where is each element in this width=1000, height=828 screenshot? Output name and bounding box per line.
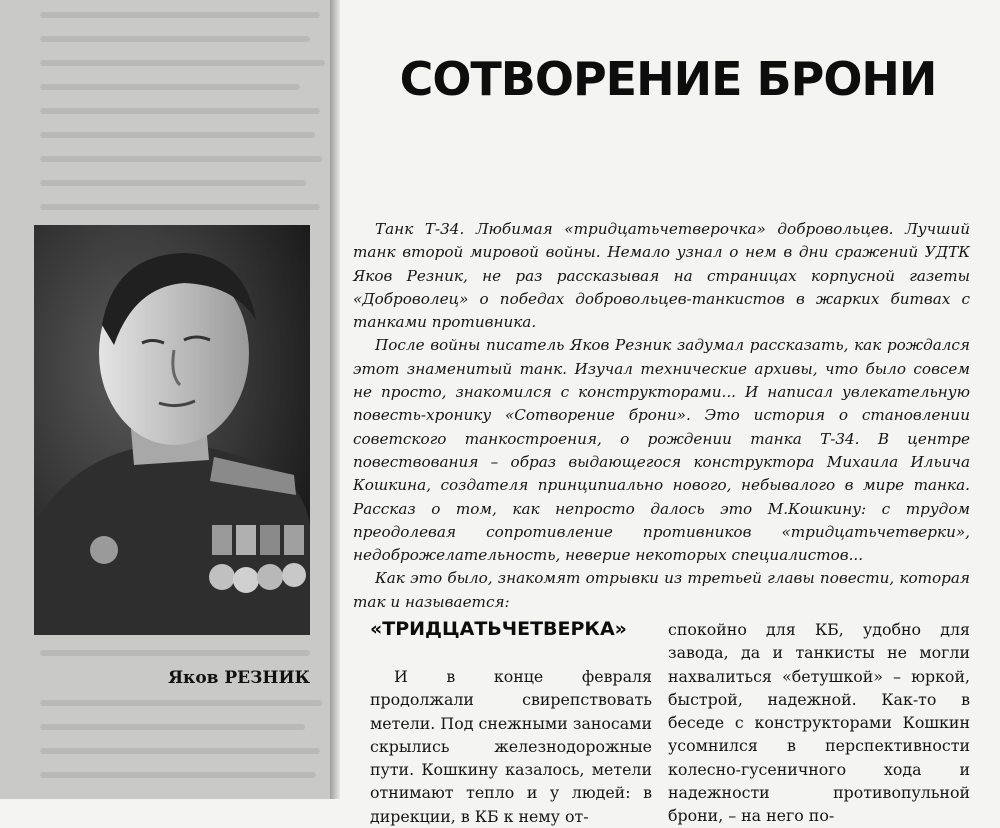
body-column-1	[370, 665, 652, 828]
left-page-panel	[0, 0, 330, 799]
page-title: СОТВОРЕНИЕ БРОНИ	[399, 52, 937, 106]
section-heading: «ТРИДЦАТЬЧЕТВЕРКА»	[370, 618, 627, 640]
photo-caption: Яков РЕЗНИК	[168, 668, 310, 688]
portrait-illustration	[34, 225, 310, 635]
page-fold	[330, 0, 340, 799]
body-paragraph: спокойно для КБ, удобно для завода, да и танкисты не могли нахвалиться «бетушкой» – юркой, быстрой, надежной. Как-то в беседе с конструкторами Кошкин усомнился в перспективности колесно-гусеничного хода и надежности противопульной брони, – на него по-	[668, 620, 970, 826]
intro-paragraph: После войны писатель Яков Резник задумал рассказать, как рождался этот знаменитый танк. Изучал технические архивы, что было совсем не просто, знакомился с конструкторами... И написал увлекательную повесть-хронику «Сотворение брони». Это история о становлении советского танкостроения, о рождении танка Т-34. В центре повествования – образ выдающегося конструктора Михаила Ильича Кошкина, создателя принципиально нового, небывалого в мире танка. Рассказ о том, как непросто далось это М.Кошкину: с трудом преодолевая сопротивление противников «тридцатьчетверки», недоброжелательность, неверие некоторых специалистов...	[353, 336, 970, 565]
body-column-2	[668, 618, 970, 828]
intro-paragraph: Танк Т-34. Любимая «тридцатьчетверочка» добровольцев. Лучший танк второй мировой войны. Немало узнал о нем в дни сражений УДТК Яков Резник, не раз рассказывая на страницах корпусной газеты «Доброволец» о победах добровольцев-танкистов в жарких битвах с танками противника.	[353, 220, 970, 332]
portrait-photo	[34, 225, 310, 635]
intro-text	[353, 218, 970, 614]
body-paragraph: И в конце февраля продолжали свирепствовать метели. Под снежными заносами скрылись железнодорожные пути. Кошкину казалось, метели отнимают тепло и у людей: в дирекции, в КБ к нему от-	[370, 667, 652, 826]
intro-paragraph: Как это было, знакомят отрывки из третьей главы повести, которая так и называется:	[353, 569, 970, 611]
